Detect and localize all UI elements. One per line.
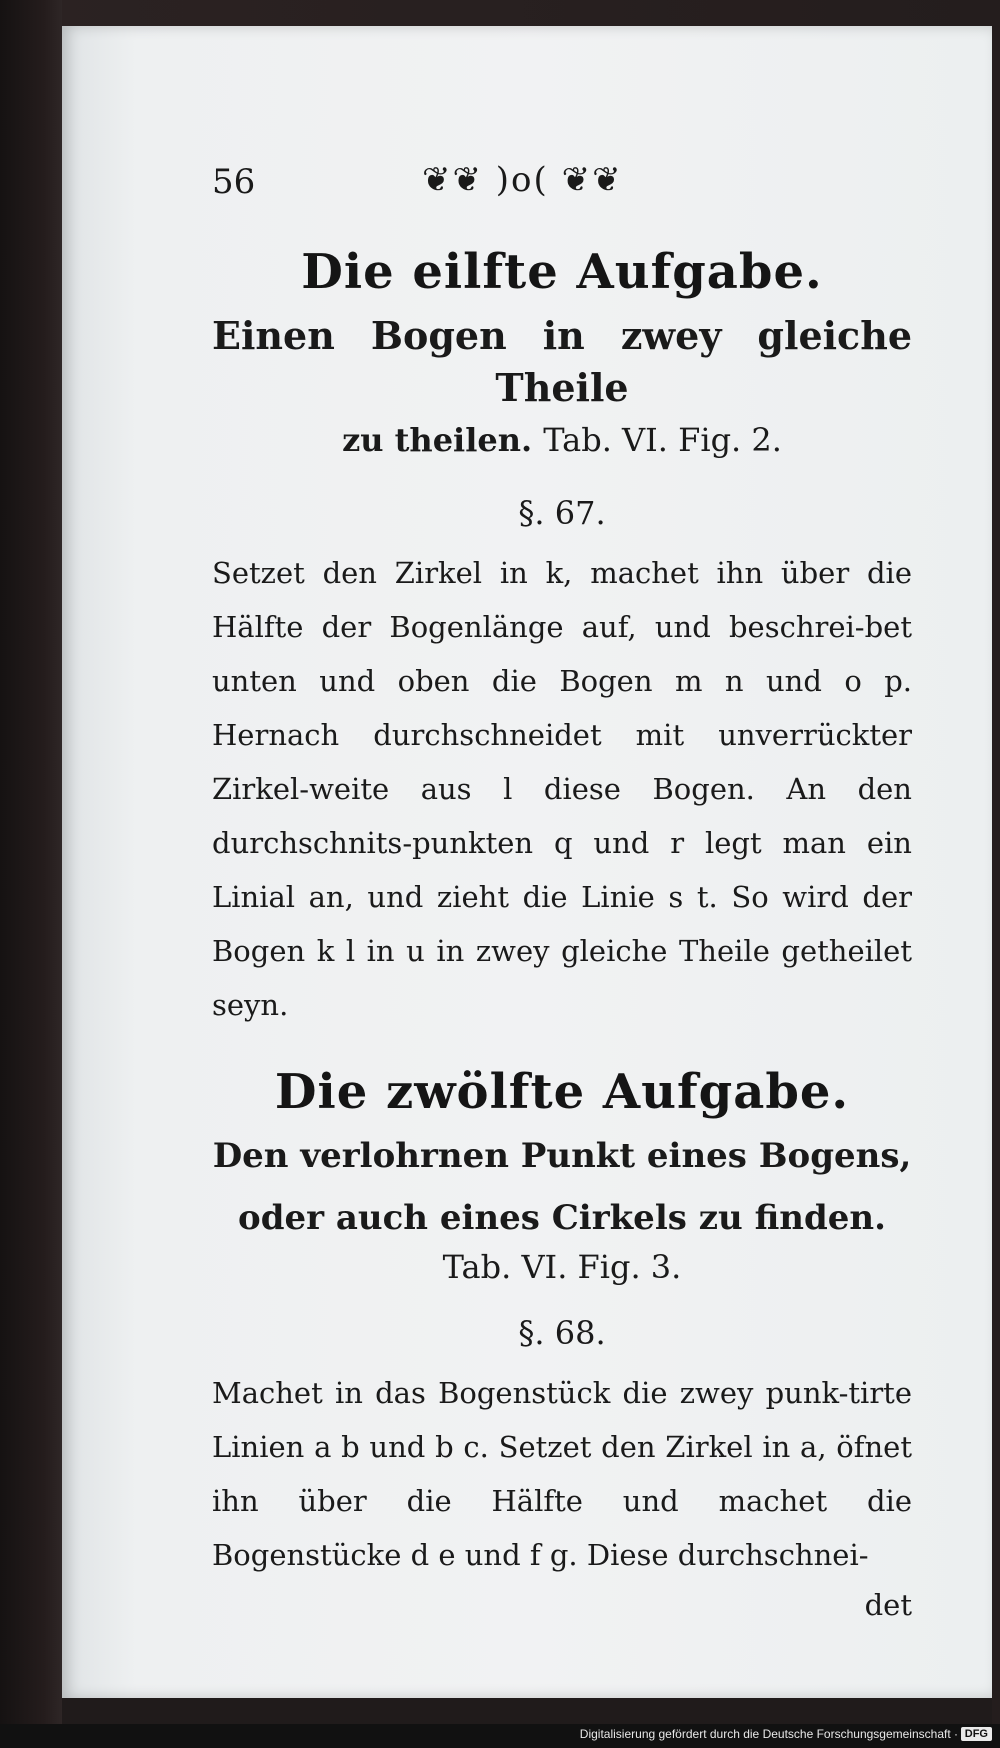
page-content [212,146,912,1622]
running-head [212,146,912,206]
problem-12-title: Die zwölfte Aufgabe. [274,1064,850,1120]
problem-11-text: Setzet den Zirkel in k, machet ihn über die Hälfte der Bogenlänge auf, und beschrei-bet unten und oben die Bogen m n und o p. Hernach durchschneidet mit unverrückter Zirkel-weite aus l diese Bogen. An den durchschnits-punkten q und r legt man ein Linial an, und zieht die Linie s t. So wird der Bogen k l in u in zwey gleiche Theile getheilet seyn. [212,556,912,1022]
problem-11-subtitle-line1: Einen Bogen in zwey gleiche Theile [212,313,912,410]
footer-bar [0,1724,1000,1748]
dfg-logo: DFG [961,1727,992,1741]
section-67-mark: §. 67. [518,494,606,532]
problem-11-title: Die eilfte Aufgabe. [301,244,823,300]
page-number: 56 [212,162,256,202]
catchword: det [864,1588,912,1622]
problem-11-tab-ref: Tab. VI. Fig. 2. [543,421,782,459]
problem-12-text: Machet in das Bogenstück die zwey punk-tirte Linien a b und b c. Setzet den Zirkel in a, öfnet ihn über die Hälfte und machet die Bogenstücke d e und f g. Diese durchschnei- [212,1376,912,1572]
book-page [62,26,992,1698]
problem-11-subtitle-line2-a: zu theilen. [342,421,533,459]
book-binding-edge [0,0,62,1748]
problem-12-subtitle-line1: Den verlohrnen Punkt eines Bogens, [212,1136,912,1176]
problem-12-paragraph [212,1366,912,1582]
footer-credit: Digitalisierung gefördert durch die Deutsche Forschungsgemeinschaft · [579,1727,958,1741]
problem-11-subtitle-line2 [212,414,912,466]
problem-12-tab-ref: Tab. VI. Fig. 3. [442,1248,682,1286]
problem-11-paragraph [212,546,912,1032]
problem-12-subtitle-line2: oder auch eines Cirkels zu finden. [238,1198,886,1238]
header-ornament: ❦❦ )o( ❦❦ [422,160,623,200]
section-68-mark: §. 68. [518,1314,606,1352]
page-bottom-shadow [62,1698,992,1724]
